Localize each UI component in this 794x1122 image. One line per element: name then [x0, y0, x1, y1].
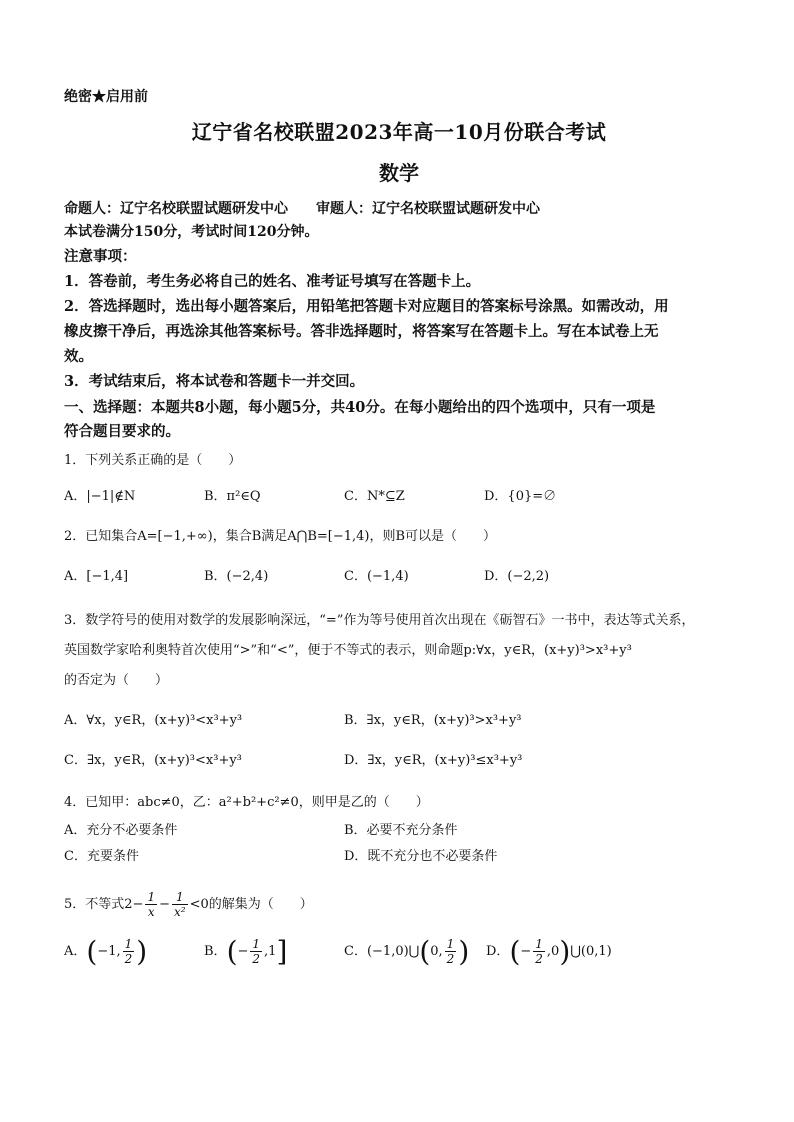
option-a	[64, 934, 204, 968]
fraction	[250, 937, 262, 966]
option-d: D．∃x，y∈R，(x+y)³≤x³+y³	[344, 753, 523, 768]
option-c	[344, 934, 486, 968]
option-c: C．(−1,4)	[344, 569, 409, 584]
denominator: x	[147, 905, 155, 919]
option-c: C．∃x，y∈R，(x+y)³<x³+y³	[64, 753, 242, 768]
option-d: D．既不充分也不必要条件	[344, 849, 498, 864]
option-b: B．∃x，y∈R，(x+y)³>x³+y³	[344, 713, 522, 728]
question-stem: 4．已知甲：abc≠0，乙：a²+b²+c²≠0，则甲是乙的（ ）	[64, 795, 429, 810]
option-c: C．N*⊆Z	[344, 489, 405, 504]
question-stem	[64, 890, 734, 919]
note-line: 效。	[64, 348, 93, 365]
notes-block	[64, 244, 734, 394]
question-stem: 的否定为（ ）	[64, 673, 169, 688]
notes-heading: 注意事项：	[64, 248, 137, 265]
numerator: 1	[124, 937, 133, 951]
fraction	[172, 890, 188, 919]
numerator: 1	[147, 890, 156, 904]
option-c: C．充要条件	[64, 849, 139, 864]
section-heading	[64, 396, 734, 444]
note-line: 2．答选择题时，选出每小题答案后，用铅笔把答题卡对应题目的答案标号涂黑。如需改动，用	[64, 298, 669, 315]
option-label: D．	[486, 943, 510, 959]
reviewer: 审题人：辽宁名校联盟试题研发中心	[316, 201, 540, 217]
close-paren: )	[458, 934, 470, 968]
stem-text: −	[159, 896, 170, 912]
option-d: D．(−2,2)	[484, 569, 550, 584]
score-time: 本试卷满分150分，考试时间120分钟。	[64, 224, 319, 240]
option-text: ,1	[264, 943, 277, 959]
question-options	[64, 486, 734, 508]
option-a: A．∀x，y∈R，(x+y)³<x³+y³	[64, 713, 243, 728]
option-d	[486, 934, 612, 968]
stem-text: <0的解集为（ ）	[189, 896, 313, 912]
question-stem: 3．数学符号的使用对数学的发展影响深远，“=”作为等号使用首次出现在《砺智石》一书中，表达等式关系，	[64, 613, 695, 628]
authors-line	[64, 198, 734, 221]
open-paren: (	[509, 934, 521, 968]
open-paren: (	[86, 934, 98, 968]
question-stem: 英国数学家哈利奥特首次使用“>”和“<”，便于不等式的表示，则命题p:∀x，y∈R，(x+y)³>x³+y³	[64, 643, 632, 658]
option-text: ⋃(0,1)	[570, 943, 612, 959]
close-paren: )	[136, 934, 148, 968]
open-paren: (	[226, 934, 238, 968]
numerator: 1	[252, 937, 261, 951]
author: 命题人：辽宁名校联盟试题研发中心	[64, 201, 288, 217]
note-line: 3．考试结束后，将本试卷和答题卡一并交回。	[64, 373, 365, 390]
denominator: 2	[535, 952, 543, 966]
question-stem: 2．已知集合A=[−1,+∞)，集合B满足A⋂B=[−1,4)，则B可以是（ ）	[64, 529, 497, 544]
note-line: 橡皮擦干净后，再选涂其他答案标号。答非选择题时，将答案写在答题卡上。写在本试卷上无	[64, 323, 659, 340]
numerator: 1	[446, 937, 455, 951]
question-options	[64, 710, 734, 790]
subject-title: 数学	[379, 161, 419, 185]
fraction	[123, 937, 135, 966]
question-2	[64, 526, 734, 588]
question-3	[64, 606, 734, 790]
exam-title: 辽宁省名校联盟2023年高一10月份联合考试	[191, 120, 607, 144]
section-line: 一、选择题：本题共8小题，每小题5分，共40分。在每小题给出的四个选项中，只有一项是	[64, 399, 656, 416]
option-text: −	[237, 943, 249, 959]
option-label: A．	[64, 943, 87, 959]
denominator: 2	[252, 952, 261, 966]
close-paren: ]	[276, 934, 288, 968]
exam-meta	[64, 198, 734, 244]
open-paren: (	[419, 934, 431, 968]
option-text: −	[520, 943, 532, 959]
fraction	[533, 937, 545, 966]
question-5	[64, 890, 734, 966]
denominator: x²	[173, 905, 186, 919]
close-paren: )	[559, 934, 571, 968]
numerator: 1	[172, 890, 188, 905]
question-stem: 1．下列关系正确的是（ ）	[64, 453, 242, 468]
exam-page	[64, 86, 734, 966]
numerator: 1	[535, 937, 543, 951]
option-a: A．|−1|∉N	[64, 489, 136, 504]
section-line: 符合题目要求的。	[64, 423, 180, 440]
option-text: −1,	[97, 943, 121, 959]
question-4	[64, 792, 734, 872]
fraction	[445, 937, 457, 966]
confidential-label: 绝密★启用前	[64, 89, 148, 105]
option-a: A．[−1,4]	[64, 569, 129, 584]
question-options	[64, 820, 734, 872]
option-b: B．必要不充分条件	[344, 823, 458, 838]
option-d: D．{0}=∅	[484, 489, 557, 504]
option-label: C．	[344, 943, 367, 959]
fraction	[145, 890, 157, 919]
stem-text: 5．不等式2−	[64, 896, 144, 912]
option-label: B．	[204, 943, 227, 959]
option-text: (−1,0)⋃	[366, 943, 420, 959]
option-text: ,0	[546, 943, 560, 959]
option-text: 0,	[430, 943, 443, 959]
option-b: B．(−2,4)	[204, 569, 269, 584]
denominator: 2	[124, 952, 133, 966]
question-options	[64, 566, 734, 588]
question-options	[64, 934, 734, 968]
question-1	[64, 450, 734, 508]
denominator: 2	[446, 952, 455, 966]
option-b	[204, 934, 344, 968]
note-line: 1．答卷前，考生务必将自己的姓名、准考证号填写在答题卡上。	[64, 273, 481, 290]
option-a: A．充分不必要条件	[64, 823, 178, 838]
option-b: B．π²∈Q	[204, 489, 261, 504]
